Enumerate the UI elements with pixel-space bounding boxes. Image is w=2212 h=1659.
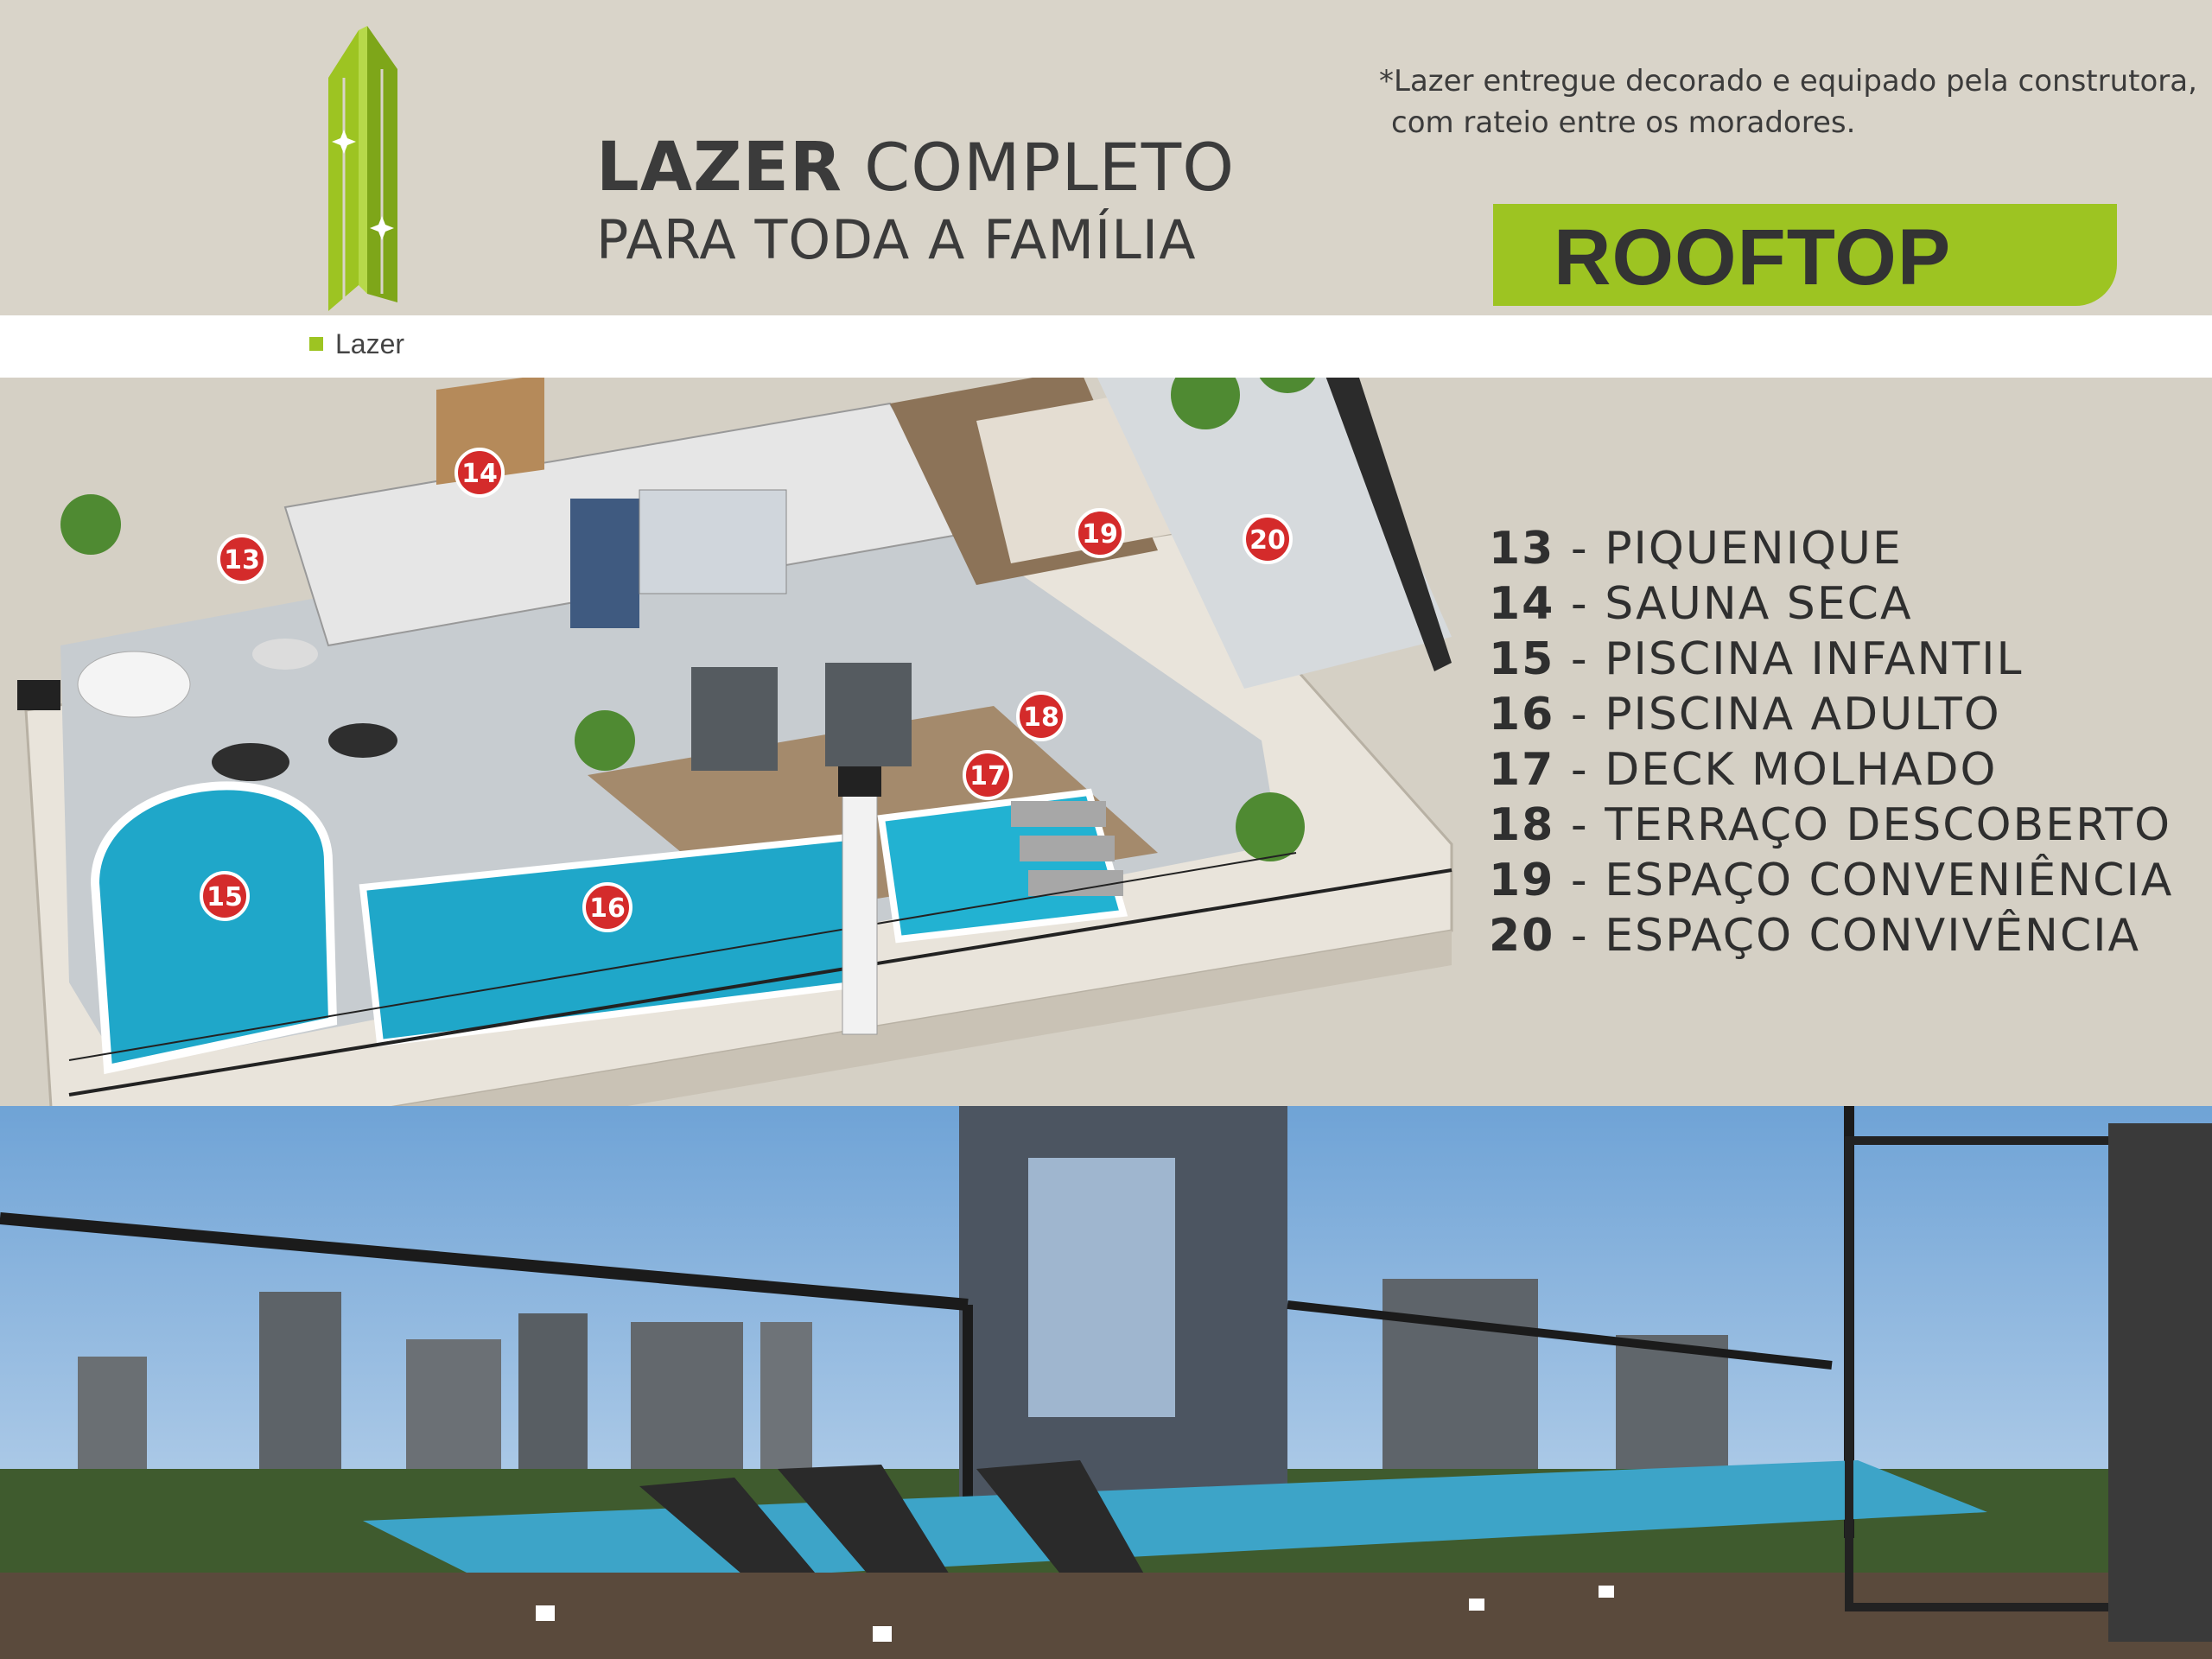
plan-marker	[456, 449, 503, 496]
note-line1: *Lazer entregue decorado e equipado pela construtora,	[1379, 64, 2197, 99]
plan-marker	[964, 752, 1011, 798]
plan-marker	[584, 884, 631, 931]
note-line2: com rateio entre os moradores.	[1391, 105, 1856, 140]
legend-item: 20 - ESPAÇO CONVIVÊNCIA	[1489, 910, 2141, 962]
svg-text:17: 17	[969, 761, 1006, 791]
legend-item: 17 - DECK MOLHADO	[1489, 744, 1998, 796]
title-line2: PARA TODA A FAMÍLIA	[596, 208, 1197, 271]
plan-marker	[201, 873, 248, 919]
plan-marker	[1018, 693, 1065, 740]
plan-marker	[1244, 516, 1291, 563]
main-area	[0, 378, 2212, 1659]
legend-item: 19 - ESPAÇO CONVENIÊNCIA	[1489, 855, 2174, 906]
svg-text:16: 16	[589, 893, 626, 924]
svg-text:19: 19	[1082, 519, 1118, 550]
rooftop-pool-render-photo	[0, 1106, 2212, 1659]
rooftop-badge-label: ROOFTOP	[1554, 213, 1952, 302]
amenities-legend	[1489, 521, 2173, 963]
svg-text:18: 18	[1023, 702, 1059, 733]
legend-item: 13 - PIQUENIQUE	[1489, 523, 1903, 575]
svg-text:20: 20	[1249, 525, 1286, 556]
plan-marker	[219, 536, 265, 582]
legend-item: 18 - TERRAÇO DESCOBERTO	[1489, 799, 2172, 851]
delivery-note	[1379, 60, 2197, 143]
plan-marker	[1077, 510, 1123, 556]
building-logo-icon	[311, 26, 415, 320]
legend-item: 15 - PISCINA INFANTIL	[1489, 633, 2024, 685]
rooftop-badge	[1493, 204, 2117, 306]
page-title	[596, 130, 1235, 275]
svg-text:13: 13	[224, 545, 260, 575]
title-rest: COMPLETO	[864, 129, 1236, 206]
legend-item: 14 - SAUNA SECA	[1489, 578, 1913, 630]
title-bold: LAZER	[596, 129, 842, 207]
section-bar	[0, 315, 2212, 378]
header	[0, 0, 2212, 315]
legend-item: 16 - PISCINA ADULTO	[1489, 689, 2001, 741]
section-square-icon	[309, 337, 323, 351]
svg-text:14: 14	[461, 459, 498, 489]
svg-text:15: 15	[207, 882, 243, 912]
section-label: Lazer	[335, 328, 405, 359]
